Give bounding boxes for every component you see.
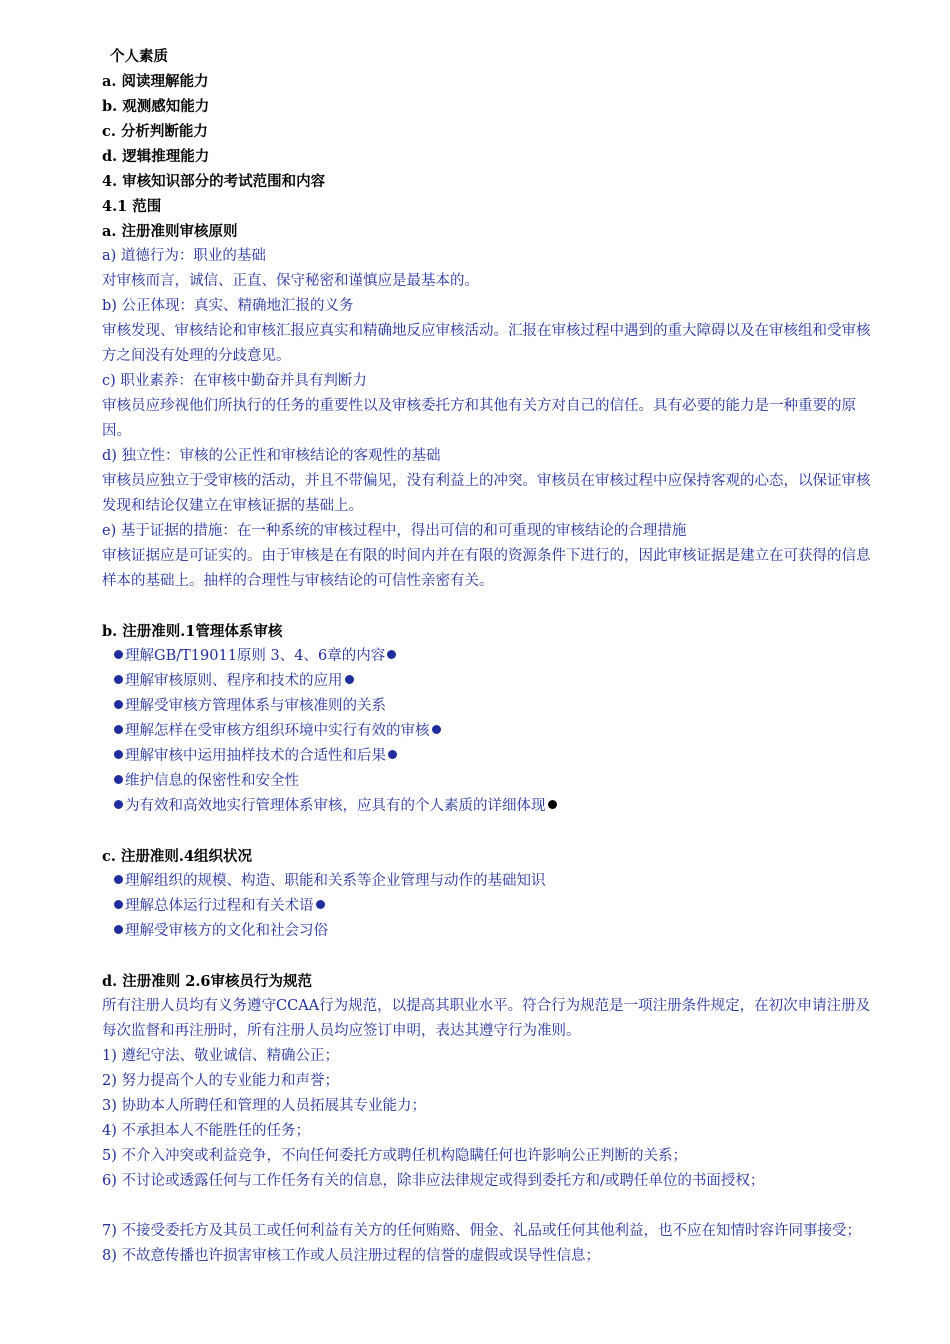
bullet-item xyxy=(102,744,872,769)
principle-heading: c) 职业素养：在审核中勤奋并具有判断力 xyxy=(102,373,367,389)
section-4-title: 4. 审核知识部分的考试范围和内容 xyxy=(102,173,326,190)
bullet-dot-icon xyxy=(548,800,557,809)
bullet-text: 理解怎样在受审核方组织环境中实行有效的审核 xyxy=(125,723,430,739)
bullet-item xyxy=(102,869,872,894)
bullet-dot-icon xyxy=(345,675,354,684)
principle-body: 审核证据应是可证实的。由于审核是在有限的时间内并在有限的资源条件下进行的，因此审核证据是建立在可获得的信息样本的基础上。抽样的合理性与审核结论的可信性亲密有关。 xyxy=(102,548,871,589)
bullet-item xyxy=(102,894,872,919)
bullet-text: 维护信息的保密性和安全性 xyxy=(125,773,299,789)
bullet-dot-icon xyxy=(114,875,123,884)
bullet-dot-icon xyxy=(387,650,396,659)
principle-heading: a) 道德行为：职业的基础 xyxy=(102,248,266,264)
principle-a xyxy=(102,244,872,294)
bullet-item xyxy=(102,694,872,719)
principle-body: 对审核而言，诚信、正直、保守秘密和谨慎应是最基本的。 xyxy=(102,273,479,289)
principle-heading: e) 基于证据的措施：在一种系统的审核过程中，得出可信的和可重现的审核结论的合理措施 xyxy=(102,523,687,539)
conduct-rule: 3) 协助本人所聘任和管理的人员拓展其专业能力； xyxy=(102,1098,426,1114)
part-b-list xyxy=(102,644,872,819)
part-d-title: d. 注册准则 2.6审核员行为规范 xyxy=(102,973,313,990)
part-c-title: c. 注册准则.4组织状况 xyxy=(102,848,253,865)
bullet-text: 理解受审核方的文化和社会习俗 xyxy=(125,923,328,939)
bullet-dot-icon xyxy=(114,925,123,934)
bullet-dot-icon xyxy=(114,750,123,759)
spacer xyxy=(102,944,872,969)
part-d-intro: 所有注册人员均有义务遵守CCAA行为规范，以提高其职业水平。符合行为规范是一项注册条件规定，在初次申请注册及每次监督和再注册时，所有注册人员均应签订申明，表达其遵守行为准则。 xyxy=(102,998,871,1039)
bullet-item xyxy=(102,919,872,944)
principle-body: 审核发现、审核结论和审核汇报应真实和精确地反应审核活动。汇报在审核过程中遇到的重大障碍以及在审核组和受审核方之间没有处理的分歧意见。 xyxy=(102,323,871,364)
part-c-list xyxy=(102,869,872,944)
principle-d xyxy=(102,444,872,519)
personal-item: a. 阅读理解能力 xyxy=(102,73,209,90)
conduct-rule: 1) 遵纪守法、敬业诚信、精确公正； xyxy=(102,1048,339,1064)
bullet-text: 理解审核中运用抽样技术的合适性和后果 xyxy=(125,748,386,764)
bullet-text: 理解总体运行过程和有关术语 xyxy=(125,898,314,914)
bullet-text: 理解组织的规模、构造、职能和关系等企业管理与动作的基础知识 xyxy=(125,873,546,889)
personal-quality-heading: 个人素质 xyxy=(110,48,168,65)
bullet-item xyxy=(102,794,872,819)
bullet-text: 理解GB/T19011原则 3、4、6章的内容 xyxy=(125,648,386,664)
bullet-dot-icon xyxy=(114,675,123,684)
bullet-dot-icon xyxy=(114,775,123,784)
document-page xyxy=(102,44,872,1269)
bullet-dot-icon xyxy=(388,750,397,759)
principle-heading: d) 独立性：审核的公正性和审核结论的客观性的基础 xyxy=(102,448,441,464)
conduct-rule: 8) 不故意传播也许损害审核工作或人员注册过程的信誉的虚假或误导性信息； xyxy=(102,1248,600,1264)
spacer xyxy=(102,819,872,844)
part-a-title: a. 注册准则审核原则 xyxy=(102,223,238,240)
principle-body: 审核员应独立于受审核的活动，并且不带偏见，没有利益上的冲突。审核员在审核过程中应保持客观的心态，以保证审核发现和结论仅建立在审核证据的基础上。 xyxy=(102,473,871,514)
bullet-dot-icon xyxy=(432,725,441,734)
section-4-1-title: 4.1 范围 xyxy=(102,198,162,215)
spacer xyxy=(102,594,872,619)
conduct-rule: 5) 不介入冲突或利益竞争，不向任何委托方或聘任机构隐瞒任何也许影响公正判断的关系； xyxy=(102,1148,687,1164)
bullet-text: 为有效和高效地实行管理体系审核，应具有的个人素质的详细体现 xyxy=(125,798,546,814)
personal-item: d. 逻辑推理能力 xyxy=(102,148,210,165)
bullet-dot-icon xyxy=(114,900,123,909)
part-b-title: b. 注册准则.1管理体系审核 xyxy=(102,623,283,640)
principle-e xyxy=(102,519,872,594)
bullet-text: 理解受审核方管理体系与审核准则的关系 xyxy=(125,698,386,714)
principle-b xyxy=(102,294,872,369)
bullet-dot-icon xyxy=(114,800,123,809)
bullet-item xyxy=(102,769,872,794)
principle-heading: b) 公正体现：真实、精确地汇报的义务 xyxy=(102,298,354,314)
bullet-dot-icon xyxy=(114,700,123,709)
personal-item: c. 分析判断能力 xyxy=(102,123,208,140)
principle-c xyxy=(102,369,872,444)
bullet-item xyxy=(102,719,872,744)
conduct-rule: 2) 努力提高个人的专业能力和声誉； xyxy=(102,1073,339,1089)
bullet-dot-icon xyxy=(114,725,123,734)
bullet-dot-icon xyxy=(316,900,325,909)
bullet-item xyxy=(102,669,872,694)
principle-body: 审核员应珍视他们所执行的任务的重要性以及审核委托方和其他有关方对自己的信任。具有必要的能力是一种重要的原因。 xyxy=(102,398,856,439)
conduct-rule: 6) 不讨论或透露任何与工作任务有关的信息，除非应法律规定或得到委托方和/或聘任单位的书面授权； xyxy=(102,1173,765,1189)
spacer xyxy=(102,1194,872,1219)
bullet-text: 理解审核原则、程序和技术的应用 xyxy=(125,673,343,689)
bullet-dot-icon xyxy=(114,650,123,659)
conduct-rule: 4) 不承担本人不能胜任的任务； xyxy=(102,1123,310,1139)
bullet-item xyxy=(102,644,872,669)
conduct-rule: 7) 不接受委托方及其员工或任何利益有关方的任何贿赂、佣金、礼品或任何其他利益，也不应在知情时容许同事接受； xyxy=(102,1223,861,1239)
personal-item: b. 观测感知能力 xyxy=(102,98,210,115)
